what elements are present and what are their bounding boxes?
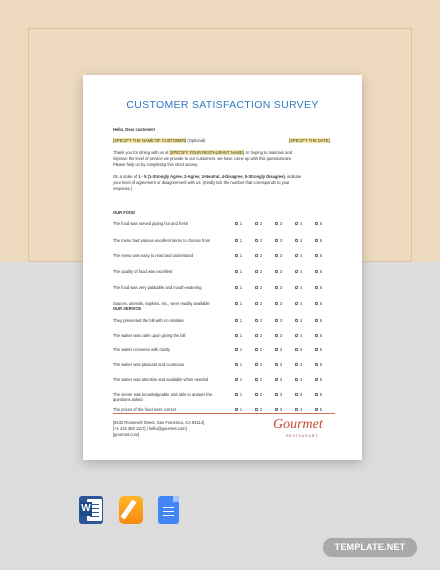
checkbox[interactable]: [295, 239, 298, 242]
checkbox[interactable]: [275, 334, 278, 337]
restaurant-name-placeholder: [SPECIFY YOUR RESTAURANT NAME]: [169, 150, 244, 155]
rating-label: 2: [259, 221, 263, 226]
checkbox[interactable]: [275, 302, 278, 305]
checkbox[interactable]: [255, 302, 258, 305]
checkbox[interactable]: [295, 363, 298, 366]
checkbox[interactable]: [295, 286, 298, 289]
rating-option-3[interactable]: [275, 407, 282, 412]
rating-label: 5: [319, 269, 323, 274]
scale-line-2: your level of agreement or disagreement with us. (Kindly tick the number that corresponds to your: [113, 180, 290, 185]
rating-option-4[interactable]: [295, 407, 302, 412]
rating-label: 5: [319, 221, 323, 226]
rating-option-2[interactable]: [255, 407, 262, 412]
customer-name-line: [113, 138, 205, 143]
google-docs-icon[interactable]: [158, 496, 179, 524]
rating-label: 5: [319, 301, 323, 306]
checkbox[interactable]: [255, 239, 258, 242]
checkbox[interactable]: [235, 239, 238, 242]
rating-option-3[interactable]: [275, 347, 282, 352]
checkbox[interactable]: [235, 378, 238, 381]
rating-option-2[interactable]: [255, 285, 262, 290]
checkbox[interactable]: [315, 348, 318, 351]
rating-label: 5: [319, 362, 323, 367]
rating-label: 2: [259, 269, 263, 274]
logo-subtitle: RESTAURANT: [286, 434, 319, 438]
rating-label: 1: [239, 333, 243, 338]
rating-label: 4: [299, 362, 303, 367]
checkbox[interactable]: [275, 378, 278, 381]
rating-option-1[interactable]: [235, 318, 242, 323]
checkbox[interactable]: [235, 302, 238, 305]
rating-option-5[interactable]: [315, 318, 322, 323]
rating-option-4[interactable]: [295, 253, 302, 258]
gourmet-logo: Gourmet: [273, 417, 323, 432]
rating-label: 5: [319, 285, 323, 290]
rating-label: 3: [279, 221, 283, 226]
question-text: questions asked: [113, 397, 143, 403]
checkbox[interactable]: [275, 393, 278, 396]
checkbox[interactable]: [275, 239, 278, 242]
rating-option-3[interactable]: [275, 362, 282, 367]
rating-label: 3: [279, 407, 283, 412]
checkbox[interactable]: [255, 408, 258, 411]
rating-label: 2: [259, 377, 263, 382]
footer-address: [8432 Roosevelt Street, San Francisco, CA 94114]: [113, 420, 205, 425]
rating-label: 3: [279, 333, 283, 338]
question-text: The menu had various excellent items to choose from: [113, 238, 211, 243]
rating-option-3[interactable]: [275, 221, 282, 226]
rating-option-2[interactable]: [255, 333, 262, 338]
rating-option-5[interactable]: [315, 238, 322, 243]
rating-option-5[interactable]: [315, 347, 322, 352]
section-heading: OUR FOOD: [113, 210, 136, 215]
rating-label: 4: [299, 347, 303, 352]
intro-line-3: Please help us by completing this short survey.: [113, 162, 199, 167]
rating-label: 3: [279, 238, 283, 243]
rating-option-2[interactable]: [255, 301, 262, 306]
rating-option-5[interactable]: [315, 362, 322, 367]
rating-option-4[interactable]: [295, 221, 302, 226]
rating-option-5[interactable]: [315, 221, 322, 226]
rating-label: 5: [319, 377, 323, 382]
rating-option-4[interactable]: [295, 362, 302, 367]
rating-option-4[interactable]: [295, 301, 302, 306]
rating-option-1[interactable]: [235, 285, 242, 290]
rating-option-5[interactable]: [315, 301, 322, 306]
rating-option-2[interactable]: [255, 362, 262, 367]
rating-option-1[interactable]: [235, 347, 242, 352]
date-placeholder: [SPECIFY THE DATE]: [289, 138, 330, 143]
question-text: The waiter was calm upon giving the bill: [113, 333, 186, 338]
rating-label: 4: [299, 318, 303, 323]
question-text: The food was served piping hot and fresh: [113, 221, 189, 226]
rating-option-4[interactable]: [295, 238, 302, 243]
rating-option-2[interactable]: [255, 253, 262, 258]
rating-option-2[interactable]: [255, 269, 262, 274]
checkbox[interactable]: [255, 319, 258, 322]
rating-option-2[interactable]: [255, 318, 262, 323]
checkbox[interactable]: [275, 222, 278, 225]
rating-option-4[interactable]: [295, 377, 302, 382]
rating-label: 5: [319, 238, 323, 243]
rating-option-3[interactable]: [275, 301, 282, 306]
pages-icon[interactable]: [119, 496, 143, 524]
rating-option-1[interactable]: [235, 301, 242, 306]
rating-option-5[interactable]: [315, 377, 322, 382]
greeting: Hello, Dear customer!: [113, 127, 156, 132]
checkbox[interactable]: [235, 334, 238, 337]
checkbox[interactable]: [235, 222, 238, 225]
rating-label: 4: [299, 392, 303, 397]
checkbox[interactable]: [255, 378, 258, 381]
rating-option-3[interactable]: [275, 253, 282, 258]
intro-line-2: improve the level of service we provide to our customers, we have come up with this questionnaire.: [113, 156, 293, 161]
rating-option-4[interactable]: [295, 392, 302, 397]
rating-label: 1: [239, 269, 243, 274]
question-text: The waiter was pleasant and courteous: [113, 362, 185, 367]
checkbox[interactable]: [255, 222, 258, 225]
rating-option-3[interactable]: [275, 392, 282, 397]
question-text: The waiter converse with clarity: [113, 347, 171, 352]
checkbox[interactable]: [295, 348, 298, 351]
question-text: They presented the bill with no mistake: [113, 318, 184, 323]
checkbox[interactable]: [235, 393, 238, 396]
checkbox[interactable]: [275, 408, 278, 411]
rating-option-5[interactable]: [315, 253, 322, 258]
question-text: The prices of the food were correct: [113, 407, 177, 412]
rating-label: 1: [239, 362, 243, 367]
checkbox[interactable]: [315, 222, 318, 225]
rating-option-4[interactable]: [295, 269, 302, 274]
rating-label: 1: [239, 392, 243, 397]
rating-option-3[interactable]: [275, 269, 282, 274]
rating-option-5[interactable]: [315, 392, 322, 397]
checkbox[interactable]: [315, 302, 318, 305]
rating-option-3[interactable]: [275, 285, 282, 290]
word-letter: W: [81, 503, 91, 514]
rating-option-2[interactable]: [255, 392, 262, 397]
rating-option-5[interactable]: [315, 407, 322, 412]
rating-option-3[interactable]: [275, 318, 282, 323]
checkbox[interactable]: [315, 286, 318, 289]
footer-divider: [113, 413, 335, 414]
checkbox[interactable]: [275, 270, 278, 273]
checkbox[interactable]: [315, 378, 318, 381]
checkbox[interactable]: [235, 270, 238, 273]
rating-label: 5: [319, 333, 323, 338]
rating-label: 2: [259, 392, 263, 397]
rating-option-1[interactable]: [235, 377, 242, 382]
rating-option-1[interactable]: [235, 269, 242, 274]
checkbox[interactable]: [275, 319, 278, 322]
checkbox[interactable]: [295, 254, 298, 257]
rating-label: 5: [319, 318, 323, 323]
checkbox[interactable]: [275, 363, 278, 366]
question-text: The food was very palatable and mouth-watering: [113, 285, 202, 290]
rating-option-2[interactable]: [255, 221, 262, 226]
rating-label: 2: [259, 407, 263, 412]
rating-label: 3: [279, 377, 283, 382]
rating-label: 2: [259, 238, 263, 243]
rating-option-5[interactable]: [315, 333, 322, 338]
checkbox[interactable]: [255, 286, 258, 289]
rating-label: 1: [239, 407, 243, 412]
rating-label: 5: [319, 347, 323, 352]
rating-label: 1: [239, 238, 243, 243]
checkbox[interactable]: [235, 408, 238, 411]
rating-label: 1: [239, 285, 243, 290]
checkbox[interactable]: [295, 334, 298, 337]
rating-label: 3: [279, 362, 283, 367]
rating-option-1[interactable]: [235, 253, 242, 258]
checkbox[interactable]: [295, 393, 298, 396]
document-page: [83, 75, 362, 460]
checkbox[interactable]: [295, 408, 298, 411]
checkbox[interactable]: [275, 348, 278, 351]
checkbox[interactable]: [275, 286, 278, 289]
checkbox[interactable]: [255, 363, 258, 366]
checkbox[interactable]: [315, 319, 318, 322]
footer-contact: [+1 415 359 1117] | hello@gourmet.com]: [113, 426, 187, 431]
checkbox[interactable]: [295, 302, 298, 305]
rating-option-1[interactable]: [235, 407, 242, 412]
rating-label: 3: [279, 269, 283, 274]
question-text: The quality of food was excellent: [113, 269, 173, 274]
rating-label: 5: [319, 407, 323, 412]
scale-line-1: On a scale of 1 - 5 (1-Strongly Agree, 2-Agree, 3-Neutral, 4-Disagree, 5-Strongly Disagree), indicate: [113, 174, 302, 179]
rating-label: 2: [259, 253, 263, 258]
checkbox[interactable]: [315, 408, 318, 411]
rating-label: 5: [319, 392, 323, 397]
rating-label: 4: [299, 221, 303, 226]
rating-label: 4: [299, 301, 303, 306]
word-icon[interactable]: [79, 496, 103, 524]
rating-label: 2: [259, 285, 263, 290]
checkbox[interactable]: [315, 334, 318, 337]
rating-label: 1: [239, 301, 243, 306]
rating-option-1[interactable]: [235, 221, 242, 226]
checkbox[interactable]: [275, 254, 278, 257]
scale-line-3: response.): [113, 186, 133, 191]
checkbox[interactable]: [235, 363, 238, 366]
date-line: [289, 138, 330, 143]
checkbox[interactable]: [255, 393, 258, 396]
rating-label: 2: [259, 333, 263, 338]
question-text: The waiter was attentive and available when needed: [113, 377, 209, 382]
rating-label: 2: [259, 318, 263, 323]
intro-line-1: Thank you for dining with us at [SPECIFY YOUR RESTAURANT NAME]. In hoping to maintain and: [113, 150, 293, 155]
checkbox[interactable]: [315, 270, 318, 273]
rating-option-4[interactable]: [295, 347, 302, 352]
checkbox[interactable]: [235, 286, 238, 289]
rating-label: 4: [299, 253, 303, 258]
rating-label: 3: [279, 318, 283, 323]
footer-website: [gourmet.com]: [113, 432, 140, 437]
rating-option-2[interactable]: [255, 347, 262, 352]
rating-label: 2: [259, 301, 263, 306]
checkbox[interactable]: [235, 254, 238, 257]
checkbox[interactable]: [315, 393, 318, 396]
rating-option-2[interactable]: [255, 238, 262, 243]
rating-label: 3: [279, 301, 283, 306]
rating-label: 1: [239, 253, 243, 258]
checkbox[interactable]: [255, 348, 258, 351]
rating-label: 3: [279, 392, 283, 397]
rating-label: 4: [299, 377, 303, 382]
rating-option-4[interactable]: [295, 318, 302, 323]
question-text: Sauces, utensils, napkins, etc., were readily available: [113, 301, 210, 306]
checkbox[interactable]: [295, 270, 298, 273]
rating-option-1[interactable]: [235, 392, 242, 397]
rating-label: 3: [279, 253, 283, 258]
checkbox[interactable]: [315, 239, 318, 242]
rating-label: 4: [299, 238, 303, 243]
checkbox[interactable]: [295, 378, 298, 381]
rating-option-2[interactable]: [255, 377, 262, 382]
checkbox[interactable]: [255, 270, 258, 273]
checkbox[interactable]: [235, 348, 238, 351]
rating-option-1[interactable]: [235, 238, 242, 243]
rating-option-4[interactable]: [295, 333, 302, 338]
checkbox[interactable]: [315, 363, 318, 366]
rating-label: 4: [299, 333, 303, 338]
question-text: The menu was easy to read and understand: [113, 253, 194, 258]
rating-label: 4: [299, 285, 303, 290]
rating-label: 1: [239, 221, 243, 226]
rating-option-3[interactable]: [275, 377, 282, 382]
optional-note: (Optional): [187, 138, 206, 143]
checkbox[interactable]: [295, 222, 298, 225]
rating-label: 2: [259, 347, 263, 352]
rating-option-3[interactable]: [275, 238, 282, 243]
checkbox[interactable]: [255, 254, 258, 257]
rating-label: 4: [299, 407, 303, 412]
rating-label: 1: [239, 347, 243, 352]
rating-option-1[interactable]: [235, 362, 242, 367]
rating-label: 5: [319, 253, 323, 258]
document-title: CUSTOMER SATISFACTION SURVEY: [126, 99, 319, 111]
rating-option-1[interactable]: [235, 333, 242, 338]
rating-option-4[interactable]: [295, 285, 302, 290]
rating-label: 1: [239, 377, 243, 382]
rating-label: 3: [279, 347, 283, 352]
rating-option-3[interactable]: [275, 333, 282, 338]
rating-label: 4: [299, 269, 303, 274]
rating-option-5[interactable]: [315, 285, 322, 290]
question-text: The server was knowledgeable and able to answer the: [113, 392, 212, 397]
customer-name-placeholder: [SPECIFY THE NAME OF CUSTOMER]: [113, 138, 187, 143]
checkbox[interactable]: [295, 319, 298, 322]
template-net-watermark: TEMPLATE.NET: [323, 538, 417, 557]
section-heading: OUR SERVICE: [113, 306, 142, 311]
rating-label: 1: [239, 318, 243, 323]
checkbox[interactable]: [235, 319, 238, 322]
rating-option-5[interactable]: [315, 269, 322, 274]
rating-label: 2: [259, 362, 263, 367]
checkbox[interactable]: [315, 254, 318, 257]
checkbox[interactable]: [255, 334, 258, 337]
rating-label: 3: [279, 285, 283, 290]
